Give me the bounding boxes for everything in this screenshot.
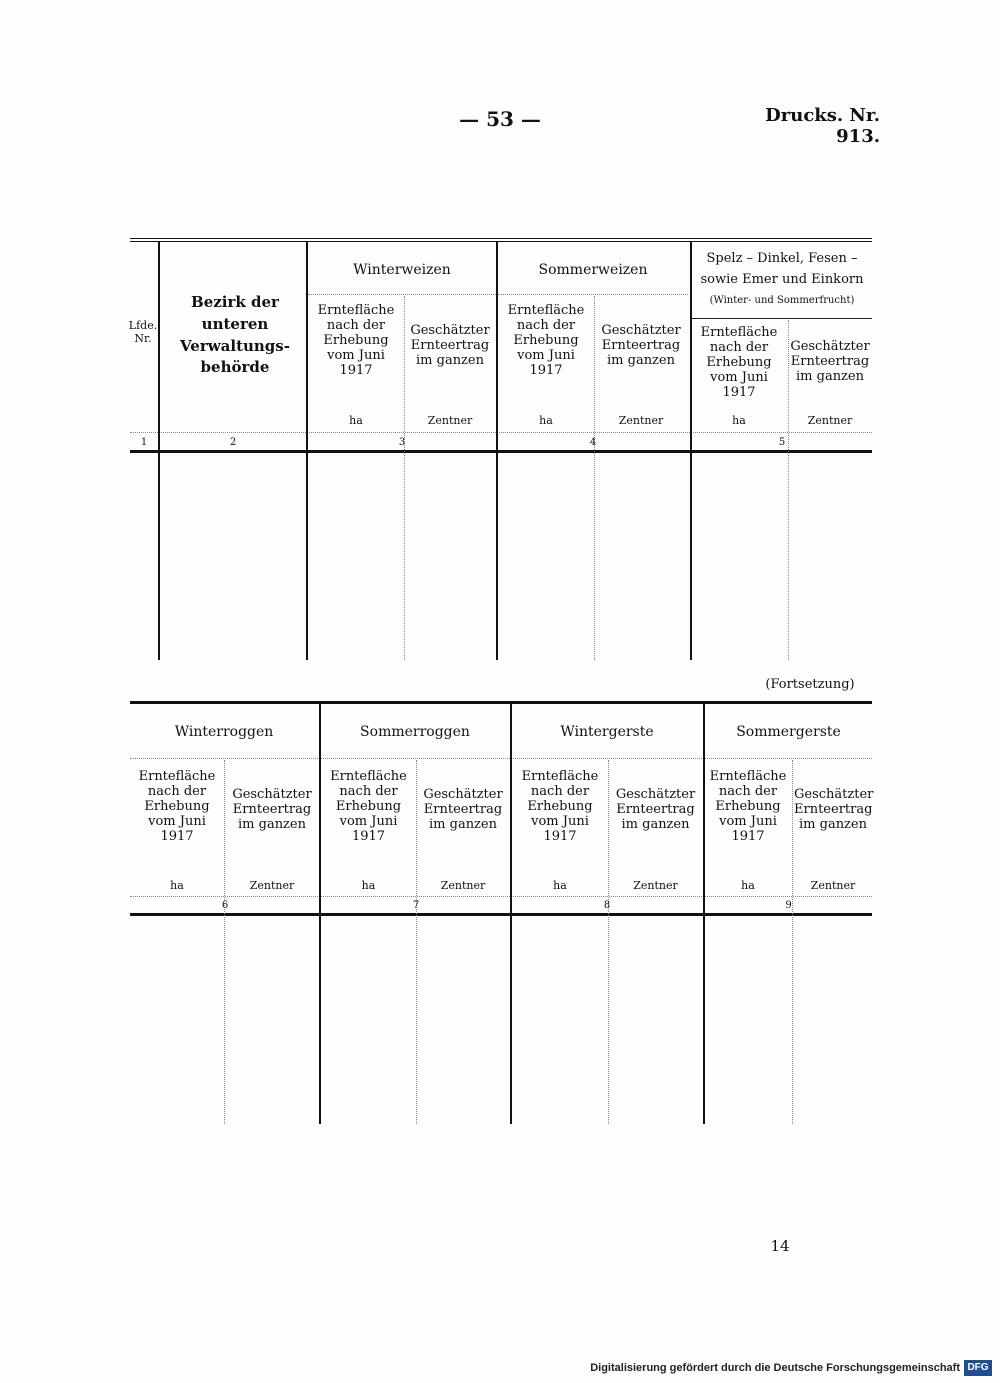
area-column-6: Erntefläche nach der Erhebung vom Juni 1917 (138, 769, 216, 844)
column-number-5: 5 (778, 437, 786, 448)
column-number-1: 1 (140, 437, 148, 448)
unit-ha-9: ha (741, 879, 755, 892)
page-number: — 53 — (459, 107, 541, 131)
area-column-8: Erntefläche nach der Erhebung vom Juni 1917 (521, 769, 599, 844)
area-column-3: Erntefläche nach der Erhebung vom Juni 1917 (317, 303, 395, 378)
column-number-3: 3 (398, 437, 406, 448)
area-column-4: Erntefläche nach der Erhebung vom Juni 1917 (507, 303, 585, 378)
yield-column-3: Geschätzter Ernteertrag im ganzen (410, 323, 490, 368)
column-number-9: 9 (785, 900, 792, 911)
group-winterweizen: Winterweizen (353, 262, 451, 278)
unit-ha-6: ha (170, 879, 184, 892)
column-number-2: 2 (229, 437, 237, 448)
unit-ha-5: ha (732, 414, 746, 427)
unit-ha-4: ha (539, 414, 553, 427)
group-spelz-line3: (Winter- und Sommerfrucht) (709, 295, 855, 306)
group-sommerroggen: Sommerroggen (360, 724, 470, 740)
column-number-6: 6 (221, 900, 229, 911)
document-reference: Drucks. Nr. 913. (765, 105, 880, 147)
group-wintergerste: Wintergerste (560, 724, 654, 740)
unit-ha-8: ha (553, 879, 567, 892)
column-number-7: 7 (412, 900, 420, 911)
group-spelz-line1: Spelz – Dinkel, Fesen – (706, 251, 858, 266)
column-number-4: 4 (589, 437, 597, 448)
col-lfd-nr: Lfde. Nr. (128, 319, 158, 345)
unit-zentner-6: Zentner (249, 879, 295, 892)
unit-zentner-3: Zentner (427, 414, 473, 427)
continuation-label: (Fortsetzung) (765, 677, 855, 692)
group-winterroggen: Winterroggen (174, 724, 274, 740)
unit-ha-7: ha (361, 879, 376, 892)
sheet-number: 14 (770, 1237, 790, 1255)
group-spelz-line2: sowie Emer und Einkorn (700, 272, 864, 287)
unit-zentner-5: Zentner (807, 414, 853, 427)
column-number-8: 8 (603, 900, 611, 911)
unit-zentner-7: Zentner (440, 879, 486, 892)
area-column-9: Erntefläche nach der Erhebung vom Juni 1917 (709, 769, 787, 844)
unit-zentner-9: Zentner (810, 879, 856, 892)
area-column-7: Erntefläche nach der Erhebung vom Juni 1917 (330, 769, 407, 844)
yield-column-6: Geschätzter Ernteertrag im ganzen (232, 787, 312, 832)
unit-zentner-8: Zentner (633, 879, 678, 892)
col-bezirk: Bezirk der unteren Verwaltungs- behörde (180, 293, 290, 377)
yield-column-7: Geschätzter Ernteertrag im ganzen (423, 787, 503, 832)
footer-credit: Digitalisierung gefördert durch die Deutsche Forschungsgemeinschaft (590, 1362, 960, 1374)
yield-column-8: Geschätzter Ernteertrag im ganzen (615, 787, 696, 832)
unit-zentner-4: Zentner (618, 414, 664, 427)
yield-column-9: Geschätzter Ernteertrag im ganzen (794, 787, 874, 832)
yield-column-4: Geschätzter Ernteertrag im ganzen (601, 323, 681, 368)
group-sommergerste: Sommergerste (736, 724, 841, 740)
group-sommerweizen: Sommerweizen (538, 262, 648, 278)
area-column-5: Erntefläche nach der Erhebung vom Juni 1917 (700, 325, 778, 400)
yield-column-5: Geschätzter Ernteertrag im ganzen (790, 339, 870, 384)
unit-ha-3: ha (349, 414, 363, 427)
dfg-logo: DFG (964, 1360, 992, 1376)
